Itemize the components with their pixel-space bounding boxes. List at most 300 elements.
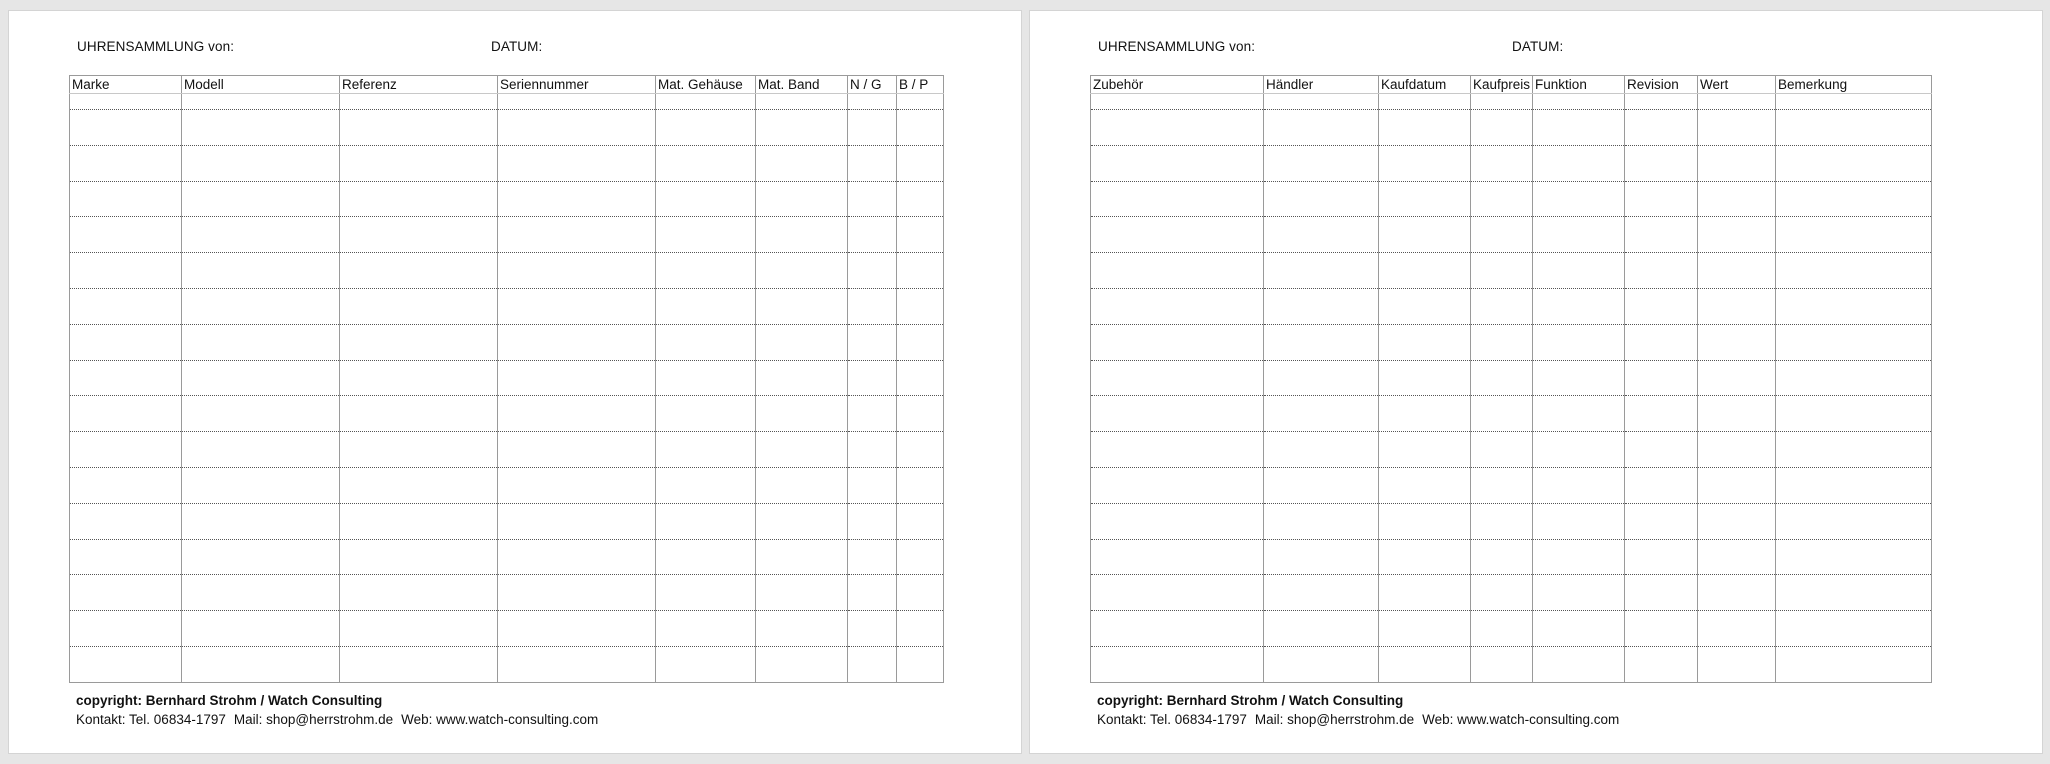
- table-cell: [656, 575, 756, 611]
- table-cell: [1776, 324, 1932, 360]
- table-cell: [1471, 575, 1533, 611]
- table-cell: [1091, 539, 1264, 575]
- table-cell: [1379, 110, 1471, 146]
- table-cell: [897, 467, 944, 503]
- table-cell: [1698, 539, 1776, 575]
- column-header-b-p: B / P: [897, 76, 944, 94]
- contact-email: Mail: shop@herrstrohm.de: [233, 712, 394, 727]
- table-cell: [897, 145, 944, 181]
- table-cell: [70, 503, 182, 539]
- page-footer: [76, 691, 598, 729]
- column-header-referenz: Referenz: [340, 76, 498, 94]
- table-cell: [897, 575, 944, 611]
- table-cell: [756, 217, 848, 253]
- table-cell: [1471, 181, 1533, 217]
- table-cell: [1471, 110, 1533, 146]
- table-cell: [1698, 324, 1776, 360]
- table-cell: [70, 396, 182, 432]
- table-row: [1091, 646, 1932, 682]
- table-cell: [848, 432, 897, 468]
- table-cell: [1379, 646, 1471, 682]
- column-header-kaufdatum: Kaufdatum: [1379, 76, 1471, 94]
- table-cell: [848, 181, 897, 217]
- table-cell: [1625, 539, 1698, 575]
- table-cell: [182, 217, 340, 253]
- table-cell: [756, 94, 848, 110]
- table-cell: [756, 360, 848, 396]
- collection-owner-label: UHRENSAMMLUNG von:: [1098, 39, 1256, 54]
- table-cell: [1091, 288, 1264, 324]
- table-cell: [1379, 467, 1471, 503]
- table-cell: [1698, 253, 1776, 289]
- table-cell: [848, 110, 897, 146]
- table-cell: [1625, 145, 1698, 181]
- table-cell: [756, 467, 848, 503]
- table-cell: [1264, 181, 1379, 217]
- table-cell: [1698, 181, 1776, 217]
- table-cell: [1698, 611, 1776, 647]
- table-cell: [1625, 253, 1698, 289]
- table-cell: [1264, 467, 1379, 503]
- table-cell: [1776, 94, 1932, 110]
- table-cell: [182, 432, 340, 468]
- table-cell: [1264, 360, 1379, 396]
- table-cell: [1533, 503, 1625, 539]
- table-cell: [656, 324, 756, 360]
- table-cell: [182, 396, 340, 432]
- table-cell: [656, 432, 756, 468]
- table-row: [70, 110, 944, 146]
- table-subheader-row: [1091, 94, 1932, 110]
- table-cell: [70, 288, 182, 324]
- table-row: [70, 288, 944, 324]
- table-cell: [182, 145, 340, 181]
- table-cell: [70, 539, 182, 575]
- table-cell: [1625, 396, 1698, 432]
- column-header-modell: Modell: [182, 76, 340, 94]
- table-cell: [340, 611, 498, 647]
- table-cell: [1471, 145, 1533, 181]
- table-cell: [182, 360, 340, 396]
- table-cell: [498, 217, 656, 253]
- table-cell: [897, 253, 944, 289]
- table-cell: [1533, 432, 1625, 468]
- table-cell: [1533, 611, 1625, 647]
- table-cell: [1698, 503, 1776, 539]
- table-row: [70, 575, 944, 611]
- watch-purchase-table: [1090, 75, 1932, 683]
- table-cell: [498, 539, 656, 575]
- table-cell: [498, 396, 656, 432]
- table-cell: [1264, 145, 1379, 181]
- table-cell: [656, 539, 756, 575]
- table-row: [70, 539, 944, 575]
- column-header-seriennummer: Seriennummer: [498, 76, 656, 94]
- table-cell: [756, 288, 848, 324]
- column-header-n-g: N / G: [848, 76, 897, 94]
- table-cell: [756, 145, 848, 181]
- table-cell: [1776, 253, 1932, 289]
- table-cell: [70, 110, 182, 146]
- table-cell: [1091, 253, 1264, 289]
- table-cell: [1625, 324, 1698, 360]
- table-cell: [340, 646, 498, 682]
- table-cell: [1264, 253, 1379, 289]
- column-header-haendler: Händler: [1264, 76, 1379, 94]
- table-cell: [756, 611, 848, 647]
- table-cell: [1264, 646, 1379, 682]
- table-cell: [656, 360, 756, 396]
- table-cell: [1776, 539, 1932, 575]
- table-cell: [848, 94, 897, 110]
- table-cell: [1379, 360, 1471, 396]
- table-cell: [498, 110, 656, 146]
- table-cell: [848, 503, 897, 539]
- table-cell: [340, 432, 498, 468]
- table-cell: [1091, 217, 1264, 253]
- table-cell: [1698, 575, 1776, 611]
- table-cell: [182, 288, 340, 324]
- table-cell: [182, 110, 340, 146]
- table-cell: [1698, 110, 1776, 146]
- table-cell: [1091, 611, 1264, 647]
- table-cell: [848, 288, 897, 324]
- table-cell: [897, 94, 944, 110]
- table-row: [70, 324, 944, 360]
- table-cell: [1379, 253, 1471, 289]
- table-cell: [756, 253, 848, 289]
- table-cell: [1379, 288, 1471, 324]
- table-cell: [656, 467, 756, 503]
- table-cell: [897, 611, 944, 647]
- copyright-text: copyright: Bernhard Strohm / Watch Consulting: [76, 693, 383, 708]
- contact-line: [1097, 710, 1619, 729]
- table-cell: [498, 575, 656, 611]
- table-cell: [1379, 396, 1471, 432]
- table-cell: [1776, 181, 1932, 217]
- table-cell: [1625, 360, 1698, 396]
- table-cell: [182, 181, 340, 217]
- table-cell: [1698, 646, 1776, 682]
- table-cell: [340, 360, 498, 396]
- table-cell: [340, 181, 498, 217]
- column-header-marke: Marke: [70, 76, 182, 94]
- table-cell: [1264, 539, 1379, 575]
- table-cell: [70, 217, 182, 253]
- table-cell: [1379, 432, 1471, 468]
- table-row: [1091, 145, 1932, 181]
- table-cell: [656, 217, 756, 253]
- table-cell: [656, 396, 756, 432]
- table-cell: [897, 217, 944, 253]
- table-cell: [1264, 110, 1379, 146]
- table-cell: [1091, 432, 1264, 468]
- table-cell: [848, 646, 897, 682]
- table-cell: [1471, 646, 1533, 682]
- table-cell: [1379, 611, 1471, 647]
- table-cell: [70, 467, 182, 503]
- table-row: [1091, 539, 1932, 575]
- table-cell: [848, 611, 897, 647]
- table-cell: [1533, 181, 1625, 217]
- table-cell: [1091, 324, 1264, 360]
- table-cell: [1471, 503, 1533, 539]
- table-row: [1091, 181, 1932, 217]
- table-cell: [897, 181, 944, 217]
- table-cell: [1776, 575, 1932, 611]
- table-cell: [1625, 110, 1698, 146]
- table-cell: [498, 432, 656, 468]
- table-cell: [1471, 253, 1533, 289]
- table-cell: [1091, 467, 1264, 503]
- table-cell: [498, 611, 656, 647]
- table-cell: [848, 217, 897, 253]
- table-cell: [1533, 94, 1625, 110]
- table-cell: [1776, 145, 1932, 181]
- table-cell: [1091, 94, 1264, 110]
- copyright-text: copyright: Bernhard Strohm / Watch Consulting: [1097, 693, 1404, 708]
- table-cell: [656, 503, 756, 539]
- table-cell: [1471, 611, 1533, 647]
- table-cell: [1625, 181, 1698, 217]
- table-row: [70, 181, 944, 217]
- table-cell: [182, 539, 340, 575]
- table-cell: [656, 181, 756, 217]
- table-cell: [340, 396, 498, 432]
- table-subheader-row: [70, 94, 944, 110]
- table-cell: [1533, 288, 1625, 324]
- table-cell: [340, 503, 498, 539]
- table-cell: [1776, 611, 1932, 647]
- table-cell: [656, 611, 756, 647]
- table-cell: [1533, 145, 1625, 181]
- table-cell: [756, 575, 848, 611]
- table-cell: [1533, 467, 1625, 503]
- table-cell: [1533, 253, 1625, 289]
- table-row: [70, 503, 944, 539]
- page-footer: [1097, 691, 1619, 729]
- table-cell: [1776, 110, 1932, 146]
- table-row: [1091, 110, 1932, 146]
- table-row: [1091, 288, 1932, 324]
- table-cell: [756, 432, 848, 468]
- table-cell: [897, 288, 944, 324]
- table-cell: [182, 467, 340, 503]
- table-row: [1091, 467, 1932, 503]
- table-cell: [1776, 288, 1932, 324]
- table-row: [1091, 611, 1932, 647]
- table-cell: [1091, 503, 1264, 539]
- table-cell: [1379, 181, 1471, 217]
- table-cell: [848, 575, 897, 611]
- table-cell: [70, 575, 182, 611]
- contact-phone: Kontakt: Tel. 06834-1797: [76, 712, 226, 727]
- table-cell: [1698, 94, 1776, 110]
- table-cell: [1533, 360, 1625, 396]
- table-cell: [1698, 396, 1776, 432]
- table-cell: [756, 396, 848, 432]
- table-cell: [1625, 646, 1698, 682]
- table-cell: [756, 110, 848, 146]
- table-cell: [1264, 432, 1379, 468]
- table-cell: [1264, 396, 1379, 432]
- table-cell: [340, 94, 498, 110]
- table-cell: [340, 575, 498, 611]
- table-cell: [897, 432, 944, 468]
- table-cell: [498, 360, 656, 396]
- table-cell: [1471, 94, 1533, 110]
- collection-owner-label: UHRENSAMMLUNG von:: [77, 39, 235, 54]
- table-cell: [756, 646, 848, 682]
- table-cell: [756, 503, 848, 539]
- table-cell: [182, 611, 340, 647]
- table-cell: [656, 646, 756, 682]
- table-cell: [1264, 575, 1379, 611]
- table-cell: [1533, 646, 1625, 682]
- table-cell: [1264, 217, 1379, 253]
- column-header-mat-band: Mat. Band: [756, 76, 848, 94]
- table-cell: [498, 467, 656, 503]
- table-cell: [897, 646, 944, 682]
- table-cell: [498, 181, 656, 217]
- table-row: [70, 646, 944, 682]
- table-cell: [1379, 94, 1471, 110]
- table-cell: [70, 253, 182, 289]
- column-header-zubehoer: Zubehör: [1091, 76, 1264, 94]
- table-cell: [1264, 288, 1379, 324]
- table-cell: [70, 94, 182, 110]
- table-cell: [1264, 94, 1379, 110]
- table-cell: [848, 360, 897, 396]
- table-header-row: [70, 76, 944, 94]
- table-cell: [1091, 110, 1264, 146]
- table-cell: [1625, 575, 1698, 611]
- table-cell: [1698, 467, 1776, 503]
- table-cell: [1471, 360, 1533, 396]
- table-cell: [498, 288, 656, 324]
- table-cell: [1379, 503, 1471, 539]
- table-cell: [1776, 217, 1932, 253]
- table-cell: [340, 217, 498, 253]
- contact-website: Web: www.watch-consulting.com: [401, 712, 599, 727]
- table-cell: [340, 110, 498, 146]
- column-header-mat-gehaeuse: Mat. Gehäuse: [656, 76, 756, 94]
- table-cell: [340, 253, 498, 289]
- table-cell: [656, 288, 756, 324]
- table-cell: [848, 324, 897, 360]
- contact-email: Mail: shop@herrstrohm.de: [1254, 712, 1415, 727]
- table-row: [70, 396, 944, 432]
- column-header-revision: Revision: [1625, 76, 1698, 94]
- table-cell: [498, 253, 656, 289]
- table-cell: [1471, 217, 1533, 253]
- table-cell: [1776, 360, 1932, 396]
- table-row: [1091, 503, 1932, 539]
- table-cell: [897, 503, 944, 539]
- table-cell: [848, 396, 897, 432]
- table-row: [1091, 360, 1932, 396]
- table-row: [1091, 575, 1932, 611]
- table-cell: [1533, 539, 1625, 575]
- table-cell: [656, 94, 756, 110]
- table-cell: [1698, 360, 1776, 396]
- table-cell: [1379, 575, 1471, 611]
- table-cell: [70, 611, 182, 647]
- table-cell: [897, 396, 944, 432]
- table-cell: [1379, 145, 1471, 181]
- table-cell: [70, 181, 182, 217]
- table-cell: [498, 145, 656, 181]
- table-cell: [1776, 396, 1932, 432]
- contact-phone: Kontakt: Tel. 06834-1797: [1097, 712, 1247, 727]
- column-header-kaufpreis: Kaufpreis: [1471, 76, 1533, 94]
- table-cell: [1625, 94, 1698, 110]
- date-label: DATUM:: [1512, 39, 1564, 54]
- table-row: [70, 217, 944, 253]
- table-cell: [656, 110, 756, 146]
- table-row: [70, 467, 944, 503]
- table-cell: [1091, 646, 1264, 682]
- table-cell: [1471, 467, 1533, 503]
- table-cell: [498, 503, 656, 539]
- table-cell: [1533, 396, 1625, 432]
- table-cell: [182, 94, 340, 110]
- table-cell: [1776, 503, 1932, 539]
- table-cell: [70, 646, 182, 682]
- table-cell: [1471, 396, 1533, 432]
- column-header-funktion: Funktion: [1533, 76, 1625, 94]
- table-cell: [1091, 360, 1264, 396]
- table-cell: [1776, 467, 1932, 503]
- table-cell: [756, 324, 848, 360]
- table-cell: [1471, 432, 1533, 468]
- table-cell: [1533, 110, 1625, 146]
- table-cell: [70, 324, 182, 360]
- table-row: [70, 432, 944, 468]
- contact-website: Web: www.watch-consulting.com: [1422, 712, 1620, 727]
- table-cell: [1533, 575, 1625, 611]
- table-cell: [1625, 611, 1698, 647]
- table-cell: [182, 253, 340, 289]
- table-cell: [498, 646, 656, 682]
- table-row: [70, 611, 944, 647]
- table-cell: [1471, 324, 1533, 360]
- table-cell: [756, 539, 848, 575]
- table-cell: [182, 503, 340, 539]
- table-cell: [848, 253, 897, 289]
- table-cell: [848, 539, 897, 575]
- table-cell: [1471, 539, 1533, 575]
- table-cell: [1533, 217, 1625, 253]
- table-cell: [656, 253, 756, 289]
- table-cell: [340, 145, 498, 181]
- table-cell: [1379, 324, 1471, 360]
- table-cell: [1698, 288, 1776, 324]
- table-cell: [70, 360, 182, 396]
- table-cell: [498, 324, 656, 360]
- table-cell: [1625, 467, 1698, 503]
- table-cell: [1625, 288, 1698, 324]
- table-cell: [1091, 396, 1264, 432]
- watch-collection-table: [69, 75, 944, 683]
- table-cell: [1625, 503, 1698, 539]
- table-cell: [1091, 145, 1264, 181]
- table-cell: [182, 646, 340, 682]
- table-cell: [656, 145, 756, 181]
- table-cell: [1698, 145, 1776, 181]
- table-cell: [1264, 324, 1379, 360]
- table-row: [70, 253, 944, 289]
